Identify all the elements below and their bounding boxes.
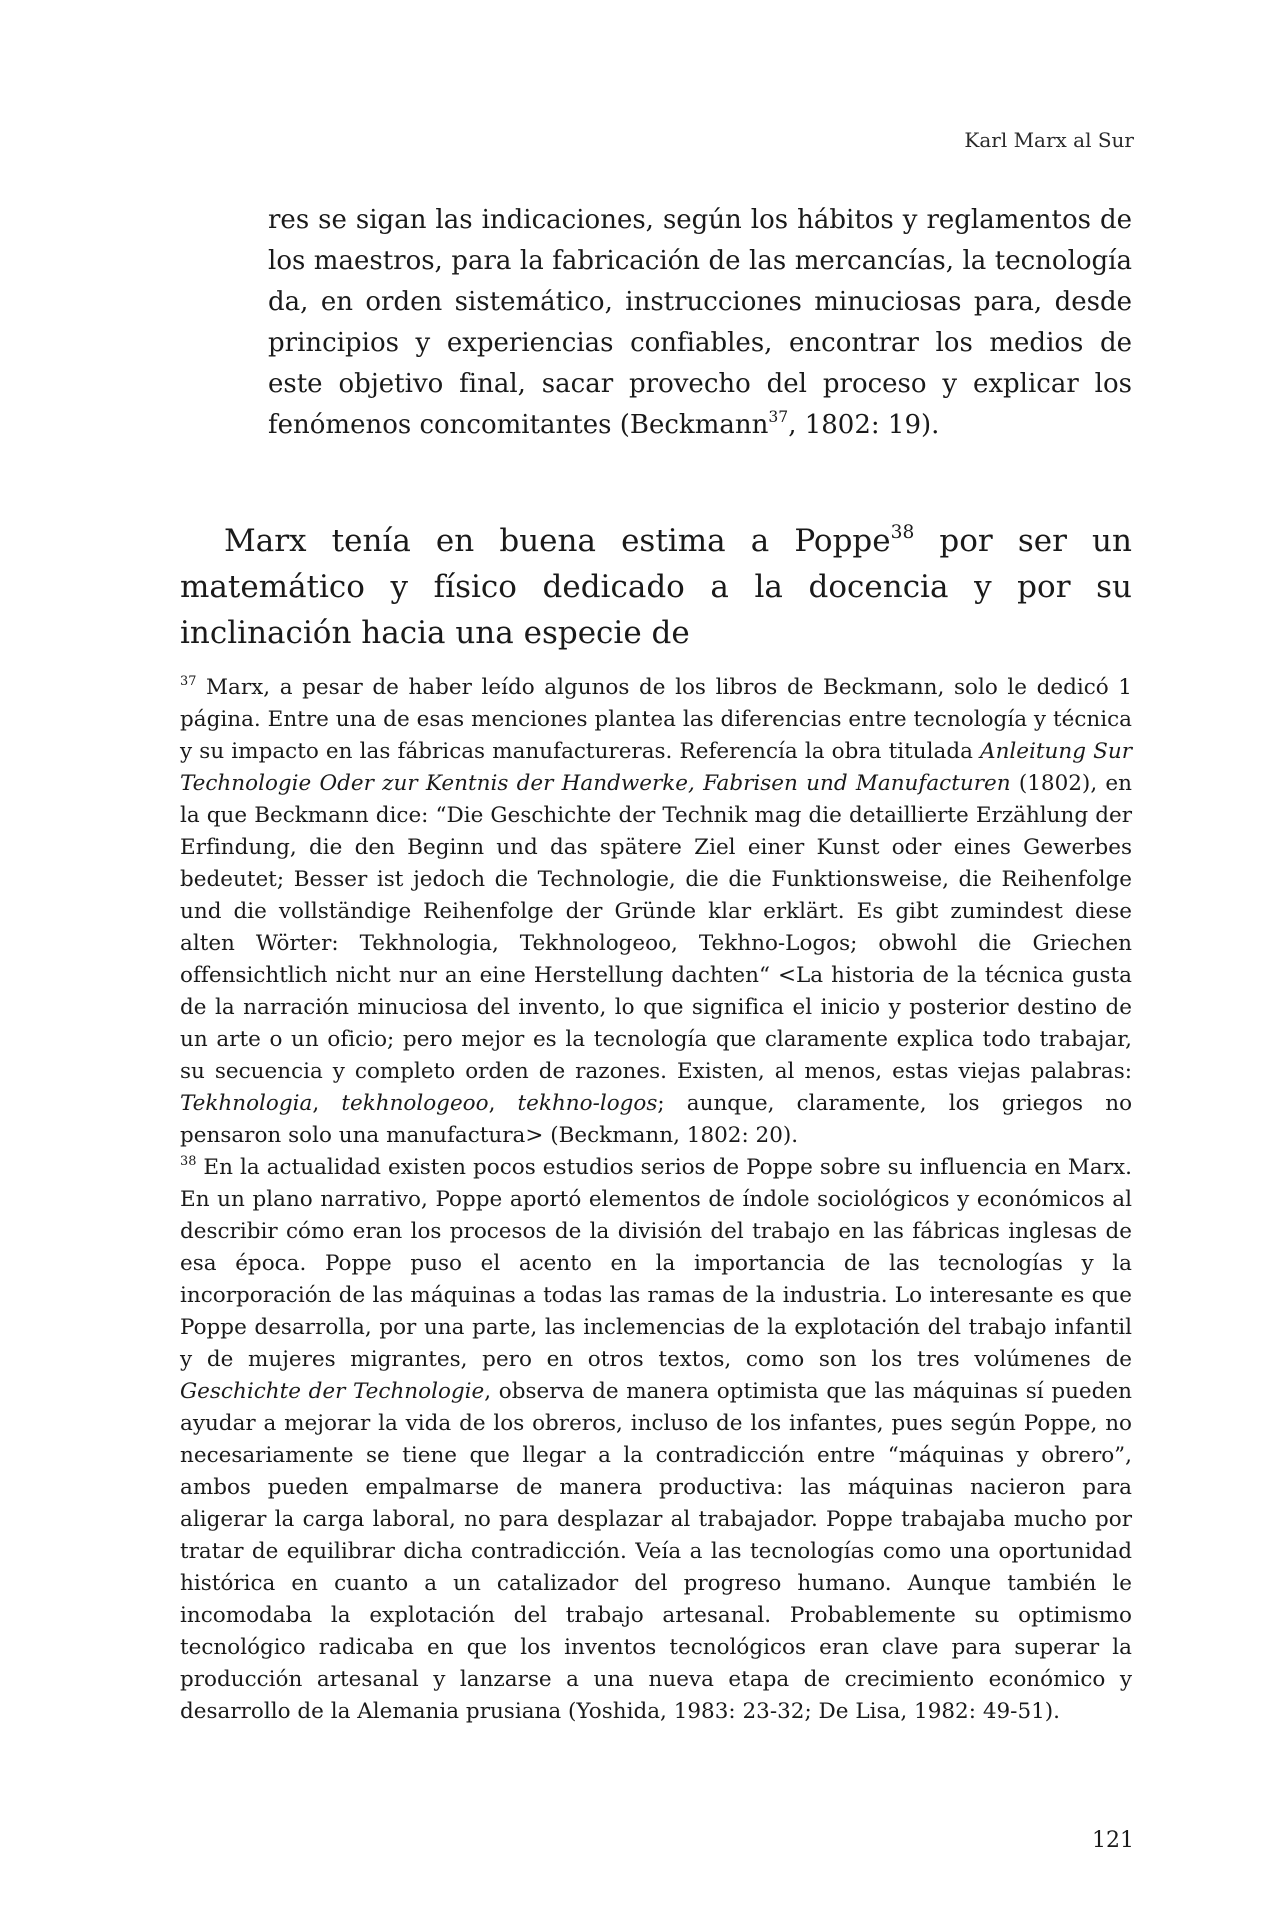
footnote-37-text: , [488,1091,518,1116]
footnote-mark-37: 37 [180,673,197,689]
footnote-37-term: tekhno-logos [517,1091,658,1116]
quote-text: res se sigan las indicaciones, según los hábitos y reglamentos de los maestros, para la fabricación de las mercancías, la tecnología da, en orden sistemático, instrucciones minuciosas para, desde principios y experiencias confiables, encontrar los medios de este objetivo final, sacar provecho del proceso y explicar los fenómenos concomitantes (Beckmann [268,205,1132,440]
footnote-ref-37[interactable]: 37 [768,408,789,427]
quote-text-end: , 1802: 19). [788,410,940,440]
footnote-37-term: tekhnologeoo [341,1091,489,1116]
footnote-mark-38: 38 [180,1153,197,1169]
footnote-37-text: , [312,1091,342,1116]
footnotes [180,672,1132,1728]
footnote-37-term: Tekhnologia [180,1091,313,1116]
body-text-b: por ser un matemático y físico dedicado a la docencia y por su inclinación hacia una especie de [180,523,1132,651]
footnote-ref-38[interactable]: 38 [890,521,915,543]
footnote-37-text: Marx, a pesar de haber leído algunos de los libros de Beckmann, solo le dedicó 1 página. Entre una de esas menciones plantea las diferencias entre tecnología y técnica y su impacto en las fábricas manufactureras. Referencía la obra titulada [180,675,1132,764]
footnote-37-text: ; aunque, claramente, los griegos no pensaron solo una manufactura> (Beckmann, 1802: 20). [180,1091,1133,1148]
footnote-37-book-title: Anleitung Sur Technologie Oder zur Kentnis der Handwerke, Fabrisen und Manufacturen [180,739,1132,796]
block-quote [268,200,1132,446]
footnote-38 [180,1152,1132,1728]
page-number: 121 [1092,1828,1134,1853]
footnote-37 [180,672,1132,1152]
footnote-38-book-title: Geschichte der Technologie [180,1379,485,1404]
footnote-38-text: En la actualidad existen pocos estudios serios de Poppe sobre su influencia en Marx. En un plano narrativo, Poppe aportó elementos de índole sociológicos y económicos al describir cómo eran los procesos de la división del trabajo en las fábricas inglesas de esa época. Poppe puso el acento en la importancia de las tecnologías y la incorporación de las máquinas a todas las ramas de la industria. Lo interesante es que Poppe desarrolla, por una parte, las inclemencias de la explotación del trabajo infantil y de mujeres migrantes, pero en otros textos, como son los tres volúmenes de [180,1155,1132,1372]
running-header: Karl Marx al Sur [964,128,1134,152]
body-text-a: Marx tenía en buena estima a Poppe [224,523,891,559]
footnote-37-text: (1802), en la que Beckmann dice: “Die Geschichte der Technik mag die detaillierte Erzählung der Erfindung, die den Beginn und das spätere Ziel einer Kunst oder eines Gewerbes bedeutet; Besser ist jedoch die Technologie, die die Funktionsweise, die Reihenfolge und die vollständige Reihenfolge der Gründe klar erklärt. Es gibt zumindest diese alten Wörter: Tekhnologia, Tekhnologeoo, Tekhno-Logos; obwohl die Griechen offensichtlich nicht nur an eine Herstellung dachten“ <La historia de la técnica gusta de la narración minuciosa del invento, lo que significa el inicio y posterior destino de un arte o un oficio; pero mejor es la tecnología que claramente explica todo trabajar, su secuencia y completo orden de razones. Existen, al menos, estas viejas palabras: [180,771,1132,1084]
footnote-38-text: , observa de manera optimista que las máquinas sí pueden ayudar a mejorar la vida de los obreros, incluso de los infantes, pues según Poppe, no necesariamente se tiene que llegar a la contradicción entre “máquinas y obrero”, ambos pueden empalmarse de manera productiva: las máquinas nacieron para aligerar la carga laboral, no para desplazar al trabajador. Poppe trabajaba mucho por tratar de equilibrar dicha contradicción. Veía a las tecnologías como una oportunidad histórica en cuanto a un catalizador del progreso humano. Aunque también le incomodaba la explotación del trabajo artesanal. Probablemente su optimismo tecnológico radicaba en que los inventos tecnológicos eran clave para superar la producción artesanal y lanzarse a una nueva etapa de crecimiento económico y desarrollo de la Alemania prusiana (Yoshida, 1983: 23-32; De Lisa, 1982: 49-51). [180,1379,1132,1724]
body-paragraph [180,518,1132,656]
